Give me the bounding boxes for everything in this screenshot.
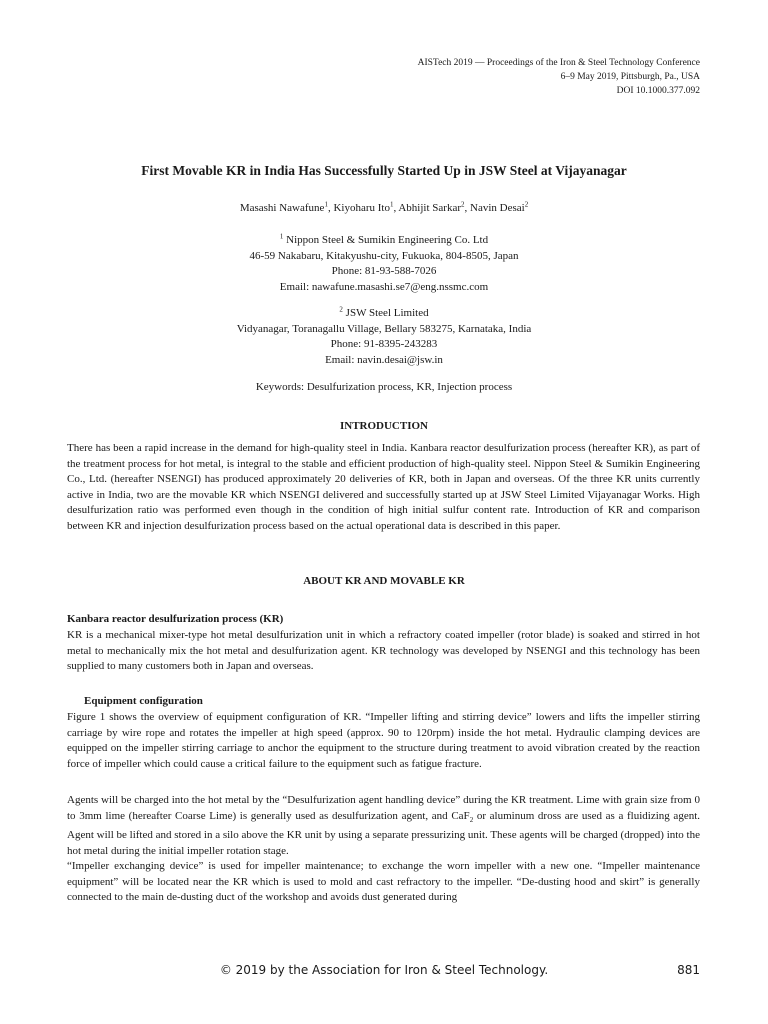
- affiliation-mark: 1: [279, 232, 284, 241]
- author-affiliation-mark: 2: [524, 200, 529, 209]
- affiliation-2: [0, 306, 768, 368]
- copyright-notice: © 2019 by the Association for Iron & Steel Technology.: [219, 963, 549, 977]
- section-heading-about-kr: ABOUT KR AND MOVABLE KR: [303, 575, 465, 587]
- equipment-paragraph-3: “Impeller exchanging device” is used for impeller maintenance; to exchange the worn impeller with a new one. “Impeller maintenance equipment” will be located near the KR which is used to mold and cast refractory to the impeller. “De-dusting hood and skirt” is generally connected to the main de-dusting duct of the workshop and avoids dust generated during: [67, 860, 700, 903]
- author-list: Masashi Nawafune$^1$, Kiyoharu Ito$^1$, Abhijit Sarkar$^2$, Navin Desai$^2$: [239, 200, 529, 214]
- affiliation-email: Email: navin.desai@jsw.in: [325, 353, 443, 366]
- keywords: Keywords: Desulfurization process, KR, Injection process: [255, 381, 513, 393]
- affiliation-address: Vidyanagar, Toranagallu Village, Bellary 583275, Karnataka, India: [236, 322, 532, 335]
- author-name: Masashi Nawafune: [239, 202, 325, 214]
- affiliation-email: Email: nawafune.masashi.se7@eng.nssmc.com: [279, 280, 489, 293]
- affiliation-address: 46-59 Nakabaru, Kitakyushu-city, Fukuoka, 804-8505, Japan: [249, 249, 519, 262]
- author-name: Abhijit Sarkar: [398, 202, 461, 214]
- affiliation-phone: Phone: 81-93-588-7026: [331, 265, 437, 277]
- subsection-heading-equipment: Equipment configuration: [84, 695, 203, 707]
- affiliation-org: Nippon Steel & Sumikin Engineering Co. Ltd: [286, 234, 489, 246]
- author-affiliation-mark: 1: [389, 200, 394, 209]
- conference-name: AISTech 2019 — Proceedings of the Iron & Steel Technology Conference: [417, 58, 700, 68]
- author-name: Navin Desai: [470, 202, 525, 214]
- subsection-heading-kr: Kanbara reactor desulfurization process (KR): [67, 613, 284, 625]
- conference-dates-location: 6–9 May 2019, Pittsburgh, Pa., USA: [560, 72, 700, 82]
- equipment-paragraph-1: Figure 1 shows the overview of equipment configuration of KR. “Impeller lifting and stirring device” lowers and lifts the impeller stirring carriage by wire rope and rotates the impeller at high speed (approx. 90 to 120rpm) inside the hot metal. Hydraulic clamping devices are equipped on the impeller stirring carriage to anchor the equipment to the structure during treatment to avoid vibration created by the reaction force of impeller which could cause a critical failure to the equipment such as fatigue fracture.: [67, 711, 700, 770]
- affiliation-mark: 2: [339, 305, 343, 314]
- author-affiliation-mark: 1: [324, 200, 328, 209]
- affiliation-org: JSW Steel Limited: [345, 307, 429, 319]
- kr-paragraph: KR is a mechanical mixer-type hot metal desulfurization unit in which a refractory coated impeller (rotor blade) is soaked and stirred in hot metal to mechanically mix the hot metal and desulfurization agent. KR technology was developed by NSENGI and this technology has been supplied to many customers both in Japan and overseas.: [67, 629, 700, 672]
- page-number: 881: [677, 963, 700, 977]
- doi: DOI 10.1000.377.092: [616, 86, 700, 96]
- subscript: 2: [469, 815, 474, 824]
- author-name: Kiyoharu Ito: [333, 202, 390, 214]
- affiliation-phone: Phone: 91-8395-243283: [330, 338, 438, 350]
- introduction-paragraph: There has been a rapid increase in the demand for high-quality steel in India. Kanbara reactor desulfurization process (hereafter KR), as part of the treatment process for hot metal, is integral to the stable and efficient production of high-quality steel. Nippon Steel & Sumikin Engineering Co., Ltd. (hereafter NSENGI) has produced approximately 20 deliveries of KR, both in Japan and overseas. Of the three KR units currently active in India, two are the movable KR which NSENGI delivered and successfully started up at JSW Steel Limited Vijayanagar Works. High desulfurization ratio was performed even though in the condition of high initial sulfur content rate. Introduction of KR and comparison between KR and injection desulfurization process based on the actual operational data is described in this paper.: [67, 442, 700, 532]
- affiliation-1: [0, 233, 768, 295]
- equipment-paragraph-2: Agents will be charged into the hot metal by the “Desulfurization agent handling device” during the KR treatment. Lime with grain size from 0 to 3mm lime (hereafter Coarse Lime) is generally used as desulfurization agent, and CaF$_2$ or aluminum dross are used as a fluidizing agent. Agent will be lifted and stored in a silo above the KR unit by using a separate pressurizing unit. These agents will be charged (dropped) into the hot metal during the initial impeller rotation stage.: [67, 794, 701, 857]
- section-heading-introduction: INTRODUCTION: [339, 420, 428, 432]
- paper-title: First Movable KR in India Has Successfully Started Up in JSW Steel at Vijayanagar: [141, 163, 627, 178]
- conference-header: [418, 56, 700, 98]
- author-affiliation-mark: 2: [461, 200, 465, 209]
